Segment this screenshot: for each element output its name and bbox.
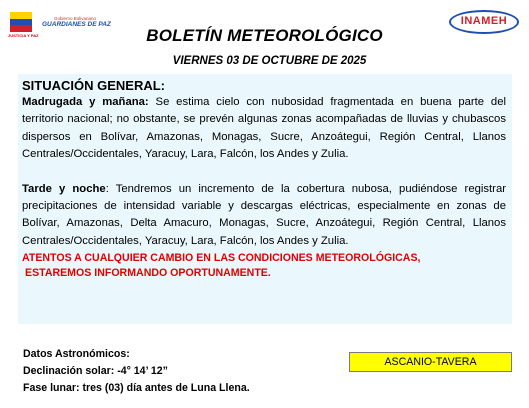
section-heading: SITUACIÓN GENERAL: xyxy=(22,78,165,93)
morning-forecast xyxy=(22,94,506,164)
evening-text: : Tendremos un incremento de la cobertura nubosa, pudiéndose registrar precipitaciones de intensidad variable y descargas eléctricas, especialmente en zonas de Bolívar, Amazonas, Delta Amacuro, Monagas, Sucre, Anzoátegui, Región Central, Llanos Centrales/Occidentales, Yaracuy, Lara, Falcón, los Andes y Zulia. xyxy=(22,182,506,247)
inameh-logo-text: INAMEH xyxy=(460,15,508,27)
page-title: BOLETÍN METEOROLÓGICO xyxy=(146,26,383,45)
morning-label: Madrugada y mañana: xyxy=(22,96,149,108)
gov-small-text: Gobierno Bolivariano xyxy=(54,16,97,21)
astronomical-data xyxy=(23,346,323,397)
evening-forecast xyxy=(22,181,506,251)
warning-line-2: ESTAREMOS INFORMANDO OPORTUNAMENTE. xyxy=(25,267,271,280)
warning-notice xyxy=(22,251,506,281)
solar-declination: Declinación solar: -4° 14’ 12” xyxy=(23,365,168,377)
flag-caption: JUSTICIA Y PAZ xyxy=(8,33,39,38)
lunar-phase: Fase lunar: tres (03) día antes de Luna Llena. xyxy=(23,382,250,394)
gov-main-text: GUARDIANES DE PAZ xyxy=(42,21,111,28)
astro-heading: Datos Astronómicos: xyxy=(23,348,130,360)
bulletin-date: VIERNES 03 DE OCTUBRE DE 2025 xyxy=(172,55,367,67)
warning-line-1: ATENTOS A CUALQUIER CAMBIO EN LAS CONDICIONES METEOROLÓGICAS, xyxy=(22,252,421,265)
general-situation-box xyxy=(18,74,512,324)
author-signature: ASCANIO-TAVERA xyxy=(349,352,512,372)
morning-text: Se estima cielo con nubosidad fragmentada en buena parte del territorio nacional; no obstante, se prevén algunas zonas acompañadas de lluvias y chubascos dispersos en Bolívar, Amazonas, Monagas, Sucre, Anzoátegui, Región Central, Llanos Centrales/Occidentales, Yaracuy, Lara, Falcón, los Andes y Zulia. xyxy=(22,96,507,161)
evening-label: Tarde y noche xyxy=(22,182,106,195)
